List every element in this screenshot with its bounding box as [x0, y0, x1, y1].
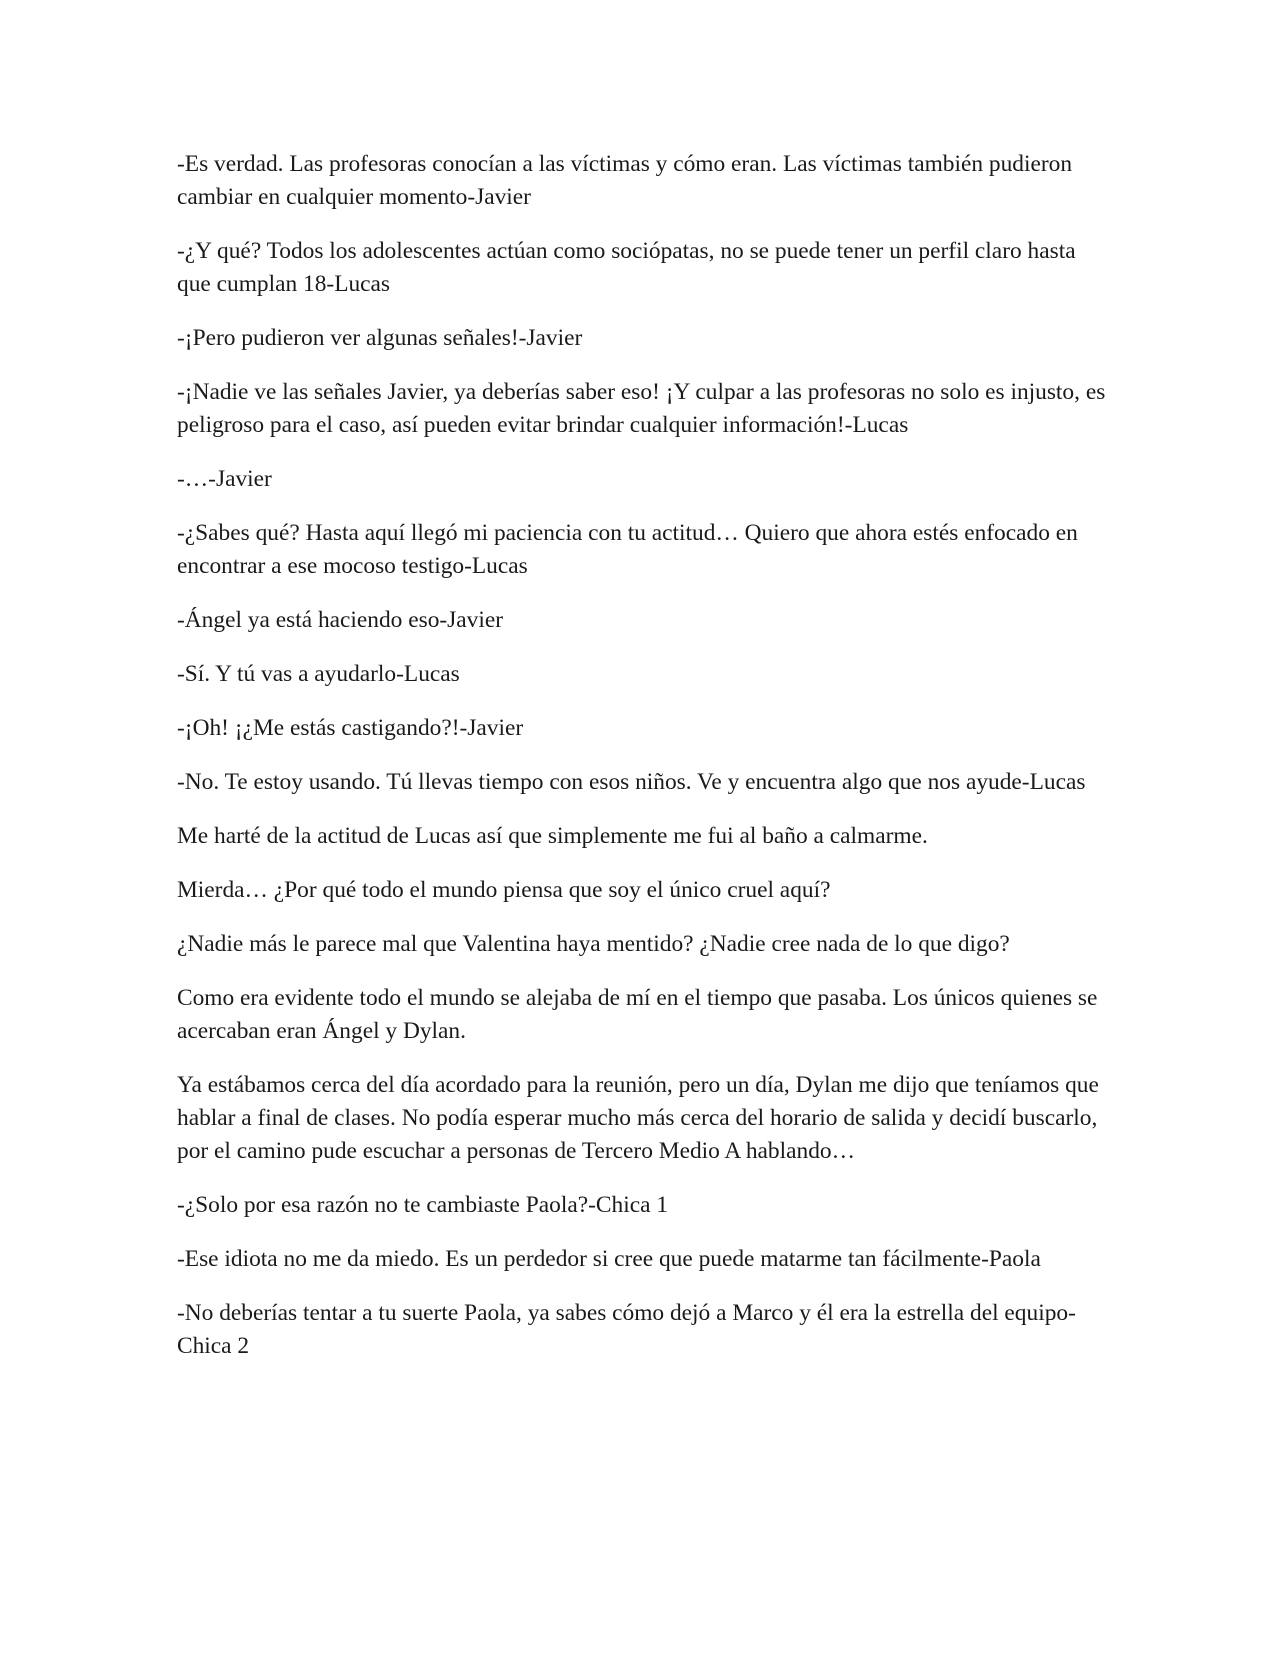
paragraph-15: Ya estábamos cerca del día acordado para la reunión, pero un día, Dylan me dijo que teníamos que hablar a final de clases. No podía esperar mucho más cerca del horario de salida y decidí buscarlo, por el camino pude escuchar a personas de Tercero Medio A hablando… — [177, 1072, 1099, 1164]
paragraph-2: -¿Y qué? Todos los adolescentes actúan como sociópatas, no se puede tener un perfil claro hasta que cumplan 18-Lucas — [177, 238, 1076, 297]
paragraph-14: Como era evidente todo el mundo se alejaba de mí en el tiempo que pasaba. Los únicos quienes se acercaban eran Ángel y Dylan. — [177, 985, 1098, 1044]
paragraph-12: Mierda… ¿Por qué todo el mundo piensa que soy el único cruel aquí? — [177, 877, 831, 903]
paragraph-9: -¡Oh! ¡¿Me estás castigando?!-Javier — [177, 715, 524, 741]
paragraph-8: -Sí. Y tú vas a ayudarlo-Lucas — [177, 661, 460, 687]
paragraph-1: -Es verdad. Las profesoras conocían a las víctimas y cómo eran. Las víctimas también pudieron cambiar en cualquier momento-Javier — [177, 151, 1073, 210]
paragraph-17: -Ese idiota no me da miedo. Es un perdedor si cree que puede matarme tan fácilmente-Paola — [177, 1246, 1041, 1272]
paragraph-16: -¿Solo por esa razón no te cambiaste Paola?-Chica 1 — [177, 1192, 669, 1218]
paragraph-11: Me harté de la actitud de Lucas así que simplemente me fui al baño a calmarme. — [177, 823, 928, 849]
paragraph-13: ¿Nadie más le parece mal que Valentina haya mentido? ¿Nadie cree nada de lo que digo? — [177, 931, 1010, 957]
paragraph-10: -No. Te estoy usando. Tú llevas tiempo con esos niños. Ve y encuentra algo que nos ayude-Lucas — [177, 769, 1086, 795]
paragraph-4: -¡Nadie ve las señales Javier, ya deberías saber eso! ¡Y culpar a las profesoras no solo es injusto, es peligroso para el caso, así pueden evitar brindar cualquier información!-Lucas — [177, 379, 1106, 438]
paragraph-18: -No deberías tentar a tu suerte Paola, ya sabes cómo dejó a Marco y él era la estrella del equipo-Chica 2 — [177, 1300, 1076, 1359]
paragraph-7: -Ángel ya está haciendo eso-Javier — [177, 607, 504, 633]
paragraph-3: -¡Pero pudieron ver algunas señales!-Javier — [177, 325, 583, 351]
paragraph-5: -…-Javier — [177, 466, 272, 492]
paragraph-6: -¿Sabes qué? Hasta aquí llegó mi paciencia con tu actitud… Quiero que ahora estés enfocado en encontrar a ese mocoso testigo-Lucas — [177, 520, 1078, 579]
